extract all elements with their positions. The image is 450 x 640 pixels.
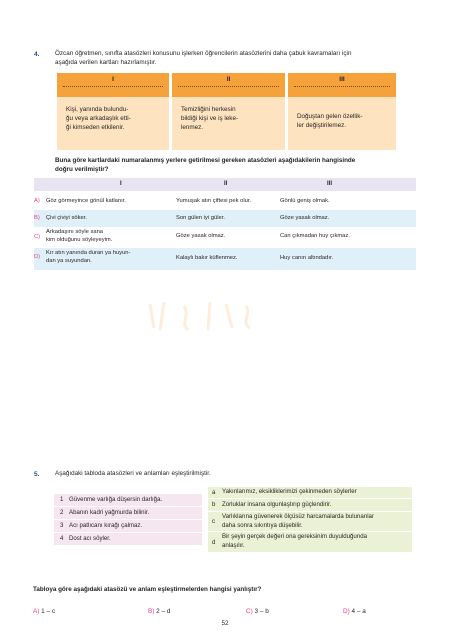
meaning-a-letter: a xyxy=(212,489,216,496)
option-b-col-iii: Göze yasak olmaz. xyxy=(280,215,330,221)
card-i-text-line-3: ği kimseden etkilenir. xyxy=(66,124,125,131)
meaning-c-letter: c xyxy=(212,518,216,525)
proverb-1-number: 1 xyxy=(60,496,64,503)
meaning-b-letter: b xyxy=(212,501,216,508)
card-i-blank-line xyxy=(63,86,163,87)
card-iii-text-line-1: Doğuştan gelen özellik- xyxy=(297,113,363,120)
answer-b-text: 2 – d xyxy=(156,608,171,615)
card-iii-body xyxy=(288,97,396,150)
proverb-4-number: 4 xyxy=(60,535,64,542)
proverb-row-3 xyxy=(54,520,202,532)
meaning-row-a xyxy=(208,487,412,498)
meaning-c-text-line-1: Varlıklarına güvenerek ölçüsüz harcamalarda bulunanlar xyxy=(222,513,374,520)
proverb-3-number: 3 xyxy=(60,522,64,529)
card-ii-number: II xyxy=(226,76,231,83)
proverb-row-4 xyxy=(54,533,202,545)
card-ii-text-line-3: lenmez. xyxy=(181,124,204,131)
card-i xyxy=(57,73,169,150)
option-a-col-ii: Yumuşak atın çiftesi pek olur. xyxy=(176,198,252,204)
answer-b-letter: B) xyxy=(148,608,155,615)
answer-d-letter: D) xyxy=(343,608,350,615)
meaning-row-c xyxy=(208,512,412,531)
card-ii-blank-line xyxy=(178,86,279,87)
answer-d-text: 4 – a xyxy=(351,608,366,615)
option-d-letter: D) xyxy=(34,254,41,260)
option-d-row[interactable] xyxy=(34,248,416,270)
answer-a[interactable] xyxy=(33,608,55,615)
page-number: 52 xyxy=(221,620,229,627)
meaning-row-b xyxy=(208,499,412,511)
card-ii-header xyxy=(172,73,285,97)
card-iii xyxy=(288,73,396,150)
option-d-col-i-line-2: dan ya suyundan. xyxy=(46,258,92,264)
card-ii-text-line-1: Temizliğini herkesin xyxy=(181,106,236,113)
answer-d[interactable] xyxy=(343,608,366,615)
option-b-col-i: Çivi çiviyi söker. xyxy=(46,215,87,221)
answer-b[interactable] xyxy=(148,608,170,615)
option-c-col-i-line-2: kim olduğunu söyleyeyim. xyxy=(46,237,113,243)
option-c-col-ii: Göze yasak olmaz. xyxy=(176,233,226,239)
proverb-1-text: Güvenme varlığa düşersin darlığa. xyxy=(69,496,163,503)
card-iii-header xyxy=(288,73,396,97)
card-iii-number: III xyxy=(339,76,345,83)
proverb-4-text: Dost acı söyler. xyxy=(69,535,111,542)
option-b-col-ii: Son gülen iyi güler. xyxy=(176,215,225,221)
card-i-header xyxy=(57,73,169,97)
option-d-col-i-line-1: Kır atın yanında duran ya huyun- xyxy=(46,250,131,256)
option-d-col-iii: Huy canın altındadır. xyxy=(280,255,334,261)
option-a-col-i: Göz görmeyince gönül katlanır. xyxy=(46,198,126,204)
meaning-d-text-line-2: anlaşılır. xyxy=(222,542,245,549)
option-d-col-ii: Kalaylı bakır küflenmez. xyxy=(176,255,238,261)
option-c-col-iii: Can çıkmadan huy çıkmaz. xyxy=(280,233,350,239)
card-iii-blank-line xyxy=(294,86,390,87)
card-ii-text-line-2: bildiği kişi ve iş leke- xyxy=(181,115,239,122)
answer-a-letter: A) xyxy=(33,608,40,615)
proverb-row-2 xyxy=(54,507,202,519)
answer-c[interactable] xyxy=(246,608,269,615)
card-ii xyxy=(172,73,285,150)
option-a-row[interactable] xyxy=(34,193,416,210)
answer-a-text: 1 – c xyxy=(41,608,56,615)
meaning-c-text-line-2: daha sonra sıkıntıya düşebilir. xyxy=(222,522,303,529)
meaning-row-d xyxy=(208,532,412,552)
answer-c-text: 3 – b xyxy=(254,608,269,615)
proverb-2-text: Abanın kadri yağmurda bilinir. xyxy=(69,509,150,516)
question-5-prompt: Tabloya göre aşağıdaki atasözü ve anlam eşleştirmelerden hangisi yanlıştır? xyxy=(33,586,262,593)
meaning-b-text: Zorluklar insana olgunlaştırıp güçlendirir. xyxy=(222,501,332,508)
question-4-stem-line-2: aşağıda verilen kartları hazırlamıştır. xyxy=(55,59,157,66)
card-i-text-line-1: Kişi, yanında bulundu- xyxy=(66,106,129,113)
card-ii-body xyxy=(172,97,285,150)
meaning-a-text: Yakınlarımız, eksikliklerimizi çekinmeden söylerler xyxy=(222,488,357,495)
question-5-stem: Aşağıdaki tabloda atasözleri ve anlamları eşleştirilmiştir. xyxy=(55,470,211,477)
watermark-decoration xyxy=(140,296,270,336)
options-header-ii: II xyxy=(224,181,228,187)
card-i-body xyxy=(57,97,169,150)
proverb-3-text: Acı patlıcanı kırağı çalmaz. xyxy=(69,522,143,529)
option-c-col-i-line-1: Arkadaşını söyle sana xyxy=(46,229,104,235)
option-c-letter: C) xyxy=(34,234,41,240)
meaning-d-letter: d xyxy=(212,539,216,546)
meaning-d-text-line-1: Bir şeyin gerçek değeri ona gereksinim duyulduğunda xyxy=(222,533,367,540)
options-header-iii: III xyxy=(327,181,333,187)
options-table-header xyxy=(34,178,416,191)
option-b-row[interactable] xyxy=(34,210,416,227)
options-header-i: I xyxy=(120,181,122,187)
answer-c-letter: C) xyxy=(246,608,253,615)
question-4-stem-line-1: Özcan öğretmen, sınıfta atasözleri konusunu işlerken öğrencilerin atasözlerini daha çabuk kavramaları için xyxy=(55,50,352,57)
question-4-prompt-line-1: Buna göre kartlardaki numaralanmış yerlere getirilmesi gereken atasözleri aşağıdakilerin hangisinde xyxy=(55,157,356,164)
option-c-row[interactable] xyxy=(34,228,416,248)
option-a-col-iii: Gönlü geniş olmak. xyxy=(280,198,330,204)
option-a-letter: A) xyxy=(34,198,40,204)
card-iii-text-line-2: ler değiştirilemez. xyxy=(297,122,346,129)
question-5-number: 5. xyxy=(34,471,40,478)
card-i-text-line-2: ğu veya arkadaşlık etti- xyxy=(66,115,131,122)
card-i-number: I xyxy=(112,76,114,83)
proverb-row-1 xyxy=(54,494,202,506)
proverb-2-number: 2 xyxy=(60,509,64,516)
question-4-prompt-line-2: doğru verilmiştir? xyxy=(55,166,109,173)
question-4-number: 4. xyxy=(34,51,40,58)
option-b-letter: B) xyxy=(34,215,40,221)
